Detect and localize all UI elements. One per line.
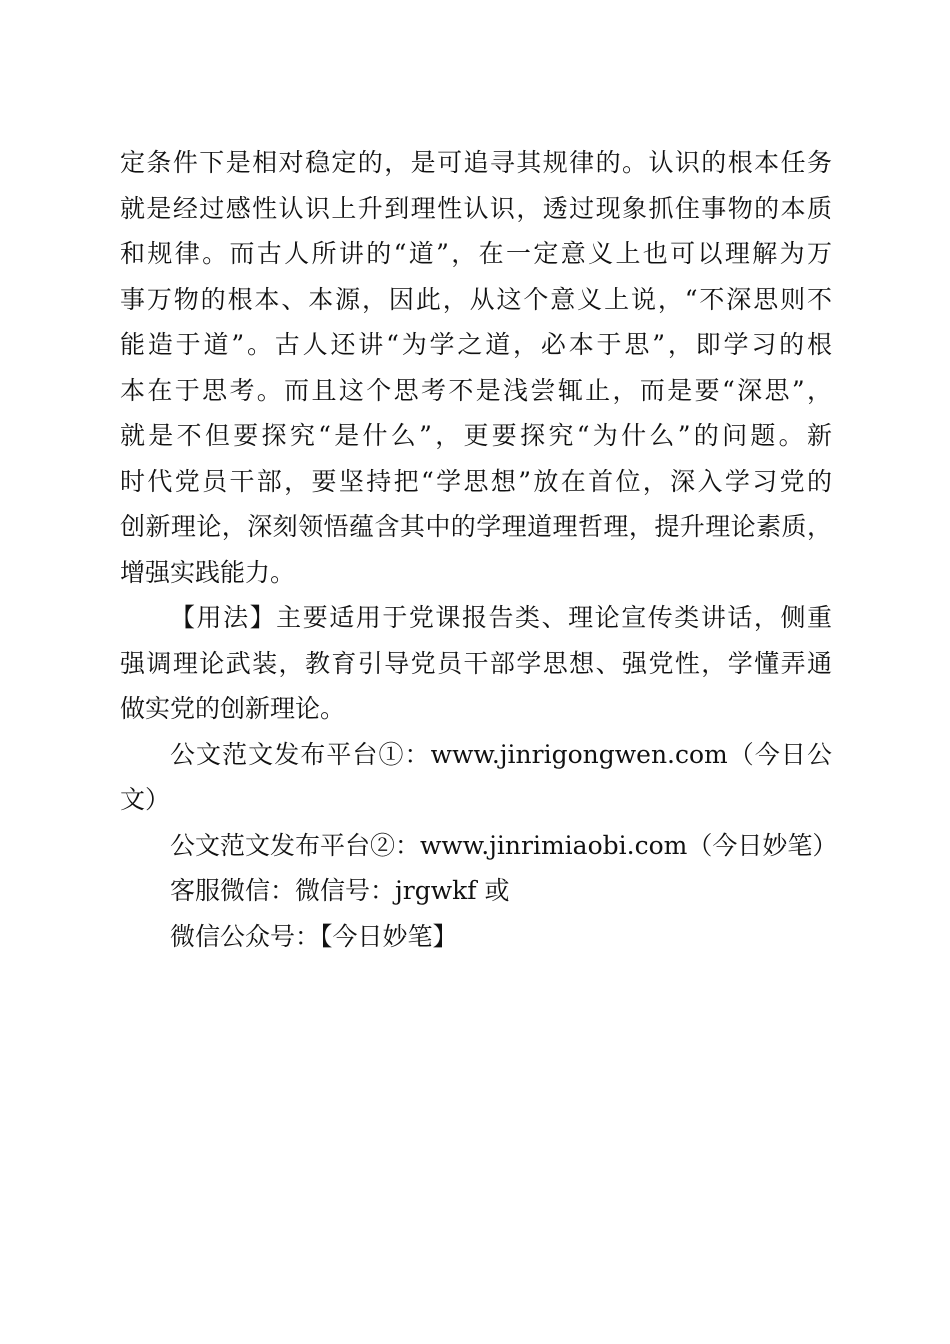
paragraph-line: 本在于思考。而且这个思考不是浅尝辄止，而是要“深思”， (120, 375, 832, 405)
paragraph-line: 就是经过感性认识上升到理性认识，透过现象抓住事物的本质 (120, 193, 832, 223)
wechat-service-line: 客服微信：微信号：jrgwkf 或 (170, 876, 510, 905)
platform-2-line: 公文范文发布平台②：www.jinrimiaobi.com（今日妙笔） (170, 830, 838, 860)
paragraph-line: 定条件下是相对稳定的，是可追寻其规律的。认识的根本任务 (120, 148, 832, 177)
document-body (120, 140, 838, 959)
wechat-official-line: 微信公众号：【今日妙笔】 (170, 921, 458, 951)
paragraph-line: 强调理论武装，教育引导党员干部学思想、强党性，学懂弄通 (120, 648, 832, 678)
paragraph-line: 增强实践能力。 (120, 557, 296, 587)
paragraph-line: 能造于道”。古人还讲“为学之道，必本于思”，即学习的根 (120, 330, 832, 359)
paragraph-line: 时代党员干部，要坚持把“学思想”放在首位，深入学习党的 (120, 466, 832, 496)
paragraph-line: 就是不但要探究“是什么”，更要探究“为什么”的问题。新 (120, 421, 832, 450)
paragraph-line: 【用法】主要适用于党课报告类、理论宣传类讲话，侧重 (170, 603, 832, 632)
paragraph-line: 做实党的创新理论。 (120, 694, 346, 723)
paragraph-usage (120, 595, 832, 732)
paragraph-line: 事万物的根本、本源，因此，从这个意义上说，“不深思则不 (120, 284, 832, 314)
paragraph-main (120, 140, 832, 595)
platform-1-line-continued: 文） (120, 785, 171, 814)
footer-info (120, 732, 838, 960)
paragraph-line: 创新理论，深刻领悟蕴含其中的学理道理哲理，提升理论素质， (120, 512, 832, 541)
platform-1-line: 公文范文发布平台①：www.jinrigongwen.com（今日公 (170, 739, 832, 769)
paragraph-line: 和规律。而古人所讲的“道”，在一定意义上也可以理解为万 (120, 239, 832, 268)
